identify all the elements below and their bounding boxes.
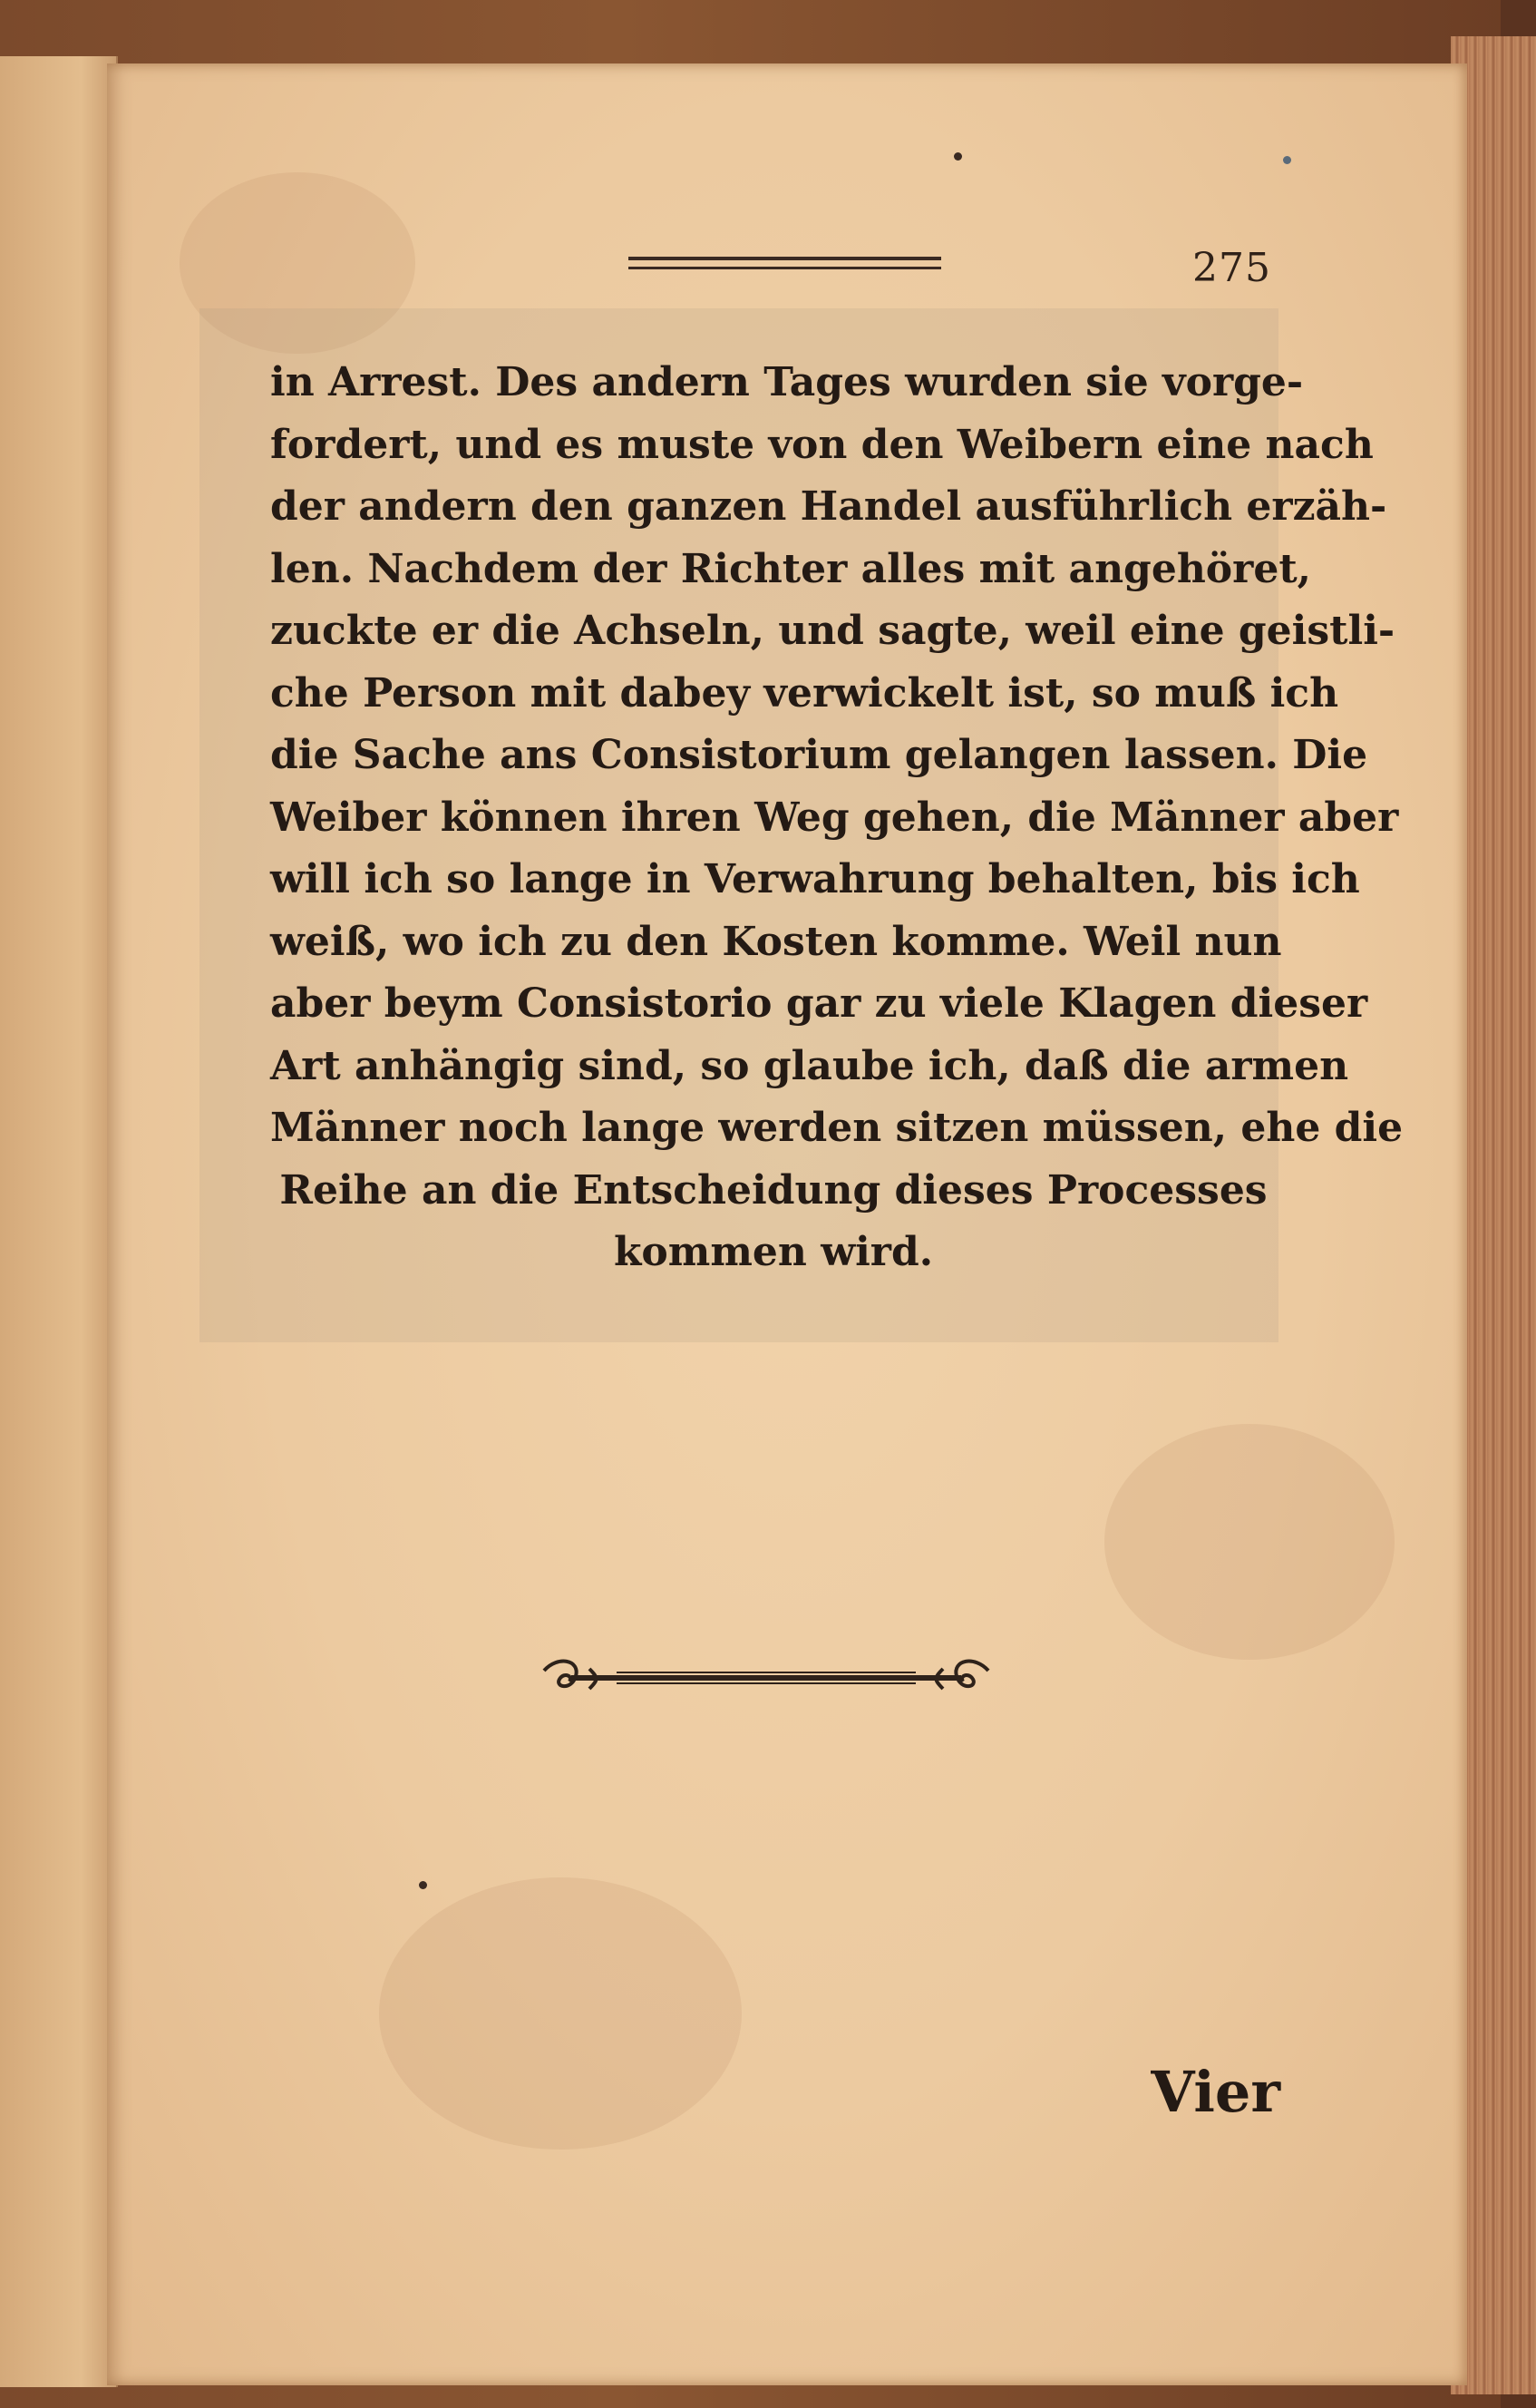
paper-stain	[379, 1877, 742, 2150]
ink-spot	[954, 152, 962, 161]
header-rule	[628, 257, 941, 269]
text-line: zuckte er die Achseln, und sagte, weil eine geistli-	[270, 608, 1395, 654]
paper-stain	[1104, 1424, 1395, 1660]
text-line: will ich so lange in Verwahrung behalten, bis ich	[270, 856, 1360, 902]
text-line: Reihe an die Entscheidung dieses Processes	[279, 1166, 1268, 1214]
body-text	[270, 352, 1404, 1284]
text-line: Männer noch lange werden sitzen müssen, ehe die	[270, 1105, 1404, 1151]
text-line: len. Nachdem der Richter alles mit angehöret,	[270, 545, 1311, 592]
text-line: der andern den ganzen Handel ausführlich erzäh-	[270, 483, 1387, 530]
ink-spot	[419, 1881, 427, 1889]
text-line: che Person mit dabey verwickelt ist, so muß ich	[270, 669, 1339, 717]
text-line: weiß, wo ich zu den Kosten komme. Weil nun	[270, 918, 1282, 965]
ink-spot	[1283, 156, 1291, 164]
page-number: 275	[1192, 245, 1271, 291]
text-line: Weiber können ihren Weg gehen, die Männer aber	[270, 794, 1399, 841]
text-line: in Arrest. Des andern Tages wurden sie vorge-	[270, 359, 1304, 405]
text-line: Art anhängig sind, so glaube ich, daß die armen	[270, 1042, 1349, 1089]
text-line-final: kommen wird.	[613, 1229, 934, 1275]
text-line: die Sache ans Consistorium gelangen lassen. Die	[270, 732, 1368, 778]
left-page-edge	[0, 56, 118, 2387]
catchword: Vier	[1151, 2059, 1280, 2125]
ornament-divider-icon	[535, 1651, 997, 1705]
text-line: aber beym Consistorio gar zu viele Klagen dieser	[270, 980, 1368, 1027]
text-line: fordert, und es muste von den Weibern eine nach	[270, 421, 1374, 468]
